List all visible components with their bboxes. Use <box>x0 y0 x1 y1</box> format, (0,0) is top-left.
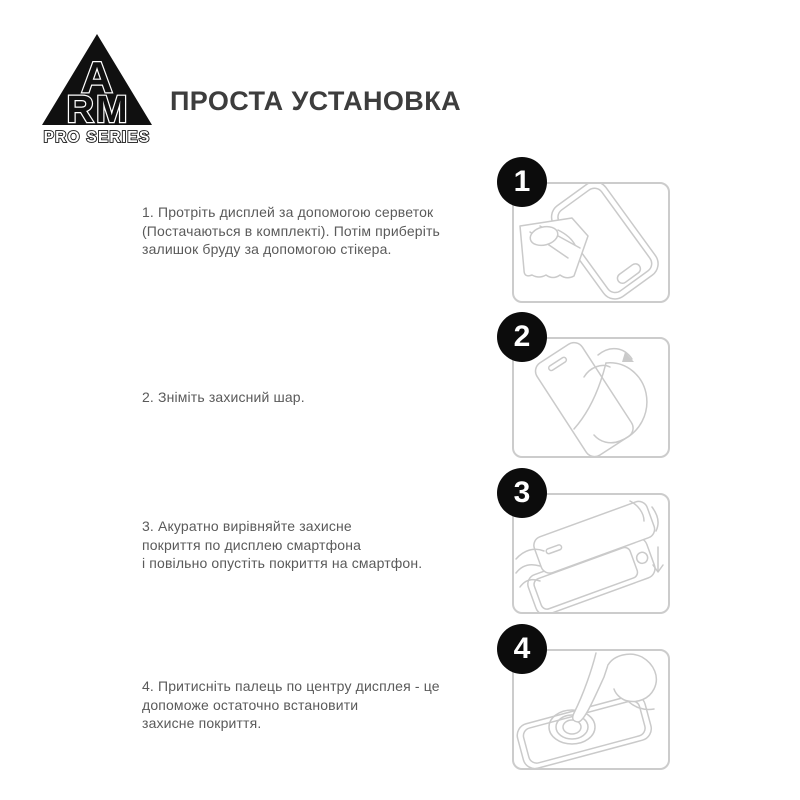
step-text-line: допоможе остаточно встановити <box>142 696 359 713</box>
step-4-number-badge: 4 <box>497 624 547 674</box>
step-1-number-badge: 1 <box>497 157 547 207</box>
step-text-line: 2. Зніміть захисний шар. <box>142 389 305 405</box>
arm-triangle-logo-icon <box>40 30 162 146</box>
step-text-line: 4. Притисніть палець по центру дисплея - це <box>142 678 440 694</box>
step-3-number-badge: 3 <box>497 468 547 518</box>
step-text-line: і повільно опустіть покриття на смартфон. <box>142 555 423 571</box>
step-text-line: (Постачаються в комплекті). Потім приберіть <box>142 222 440 239</box>
step-text-line: 1. Протріть дисплей за допомогою серветок <box>142 204 434 220</box>
step-text-line: захисне покриття. <box>142 715 262 731</box>
step-text-line: 3. Акуратно вирівняйте захисне <box>142 518 352 534</box>
step-2-text <box>142 388 502 407</box>
page-title: ПРОСТА УСТАНОВКА <box>170 86 461 116</box>
logo-subtitle: PRO SERIES <box>43 129 151 146</box>
step-3-text <box>142 517 502 573</box>
step-2-number-badge: 2 <box>497 312 547 362</box>
step-1-text <box>142 203 502 259</box>
step-text-line: покриття по дисплею смартфона <box>142 536 362 553</box>
step-4-text <box>142 677 502 733</box>
step-text-line: залишок бруду за допомогою стікера. <box>142 241 392 257</box>
logo-letter-a: A <box>81 53 113 102</box>
logo-letters-rm: RM <box>66 89 130 131</box>
brand-logo <box>40 30 162 146</box>
